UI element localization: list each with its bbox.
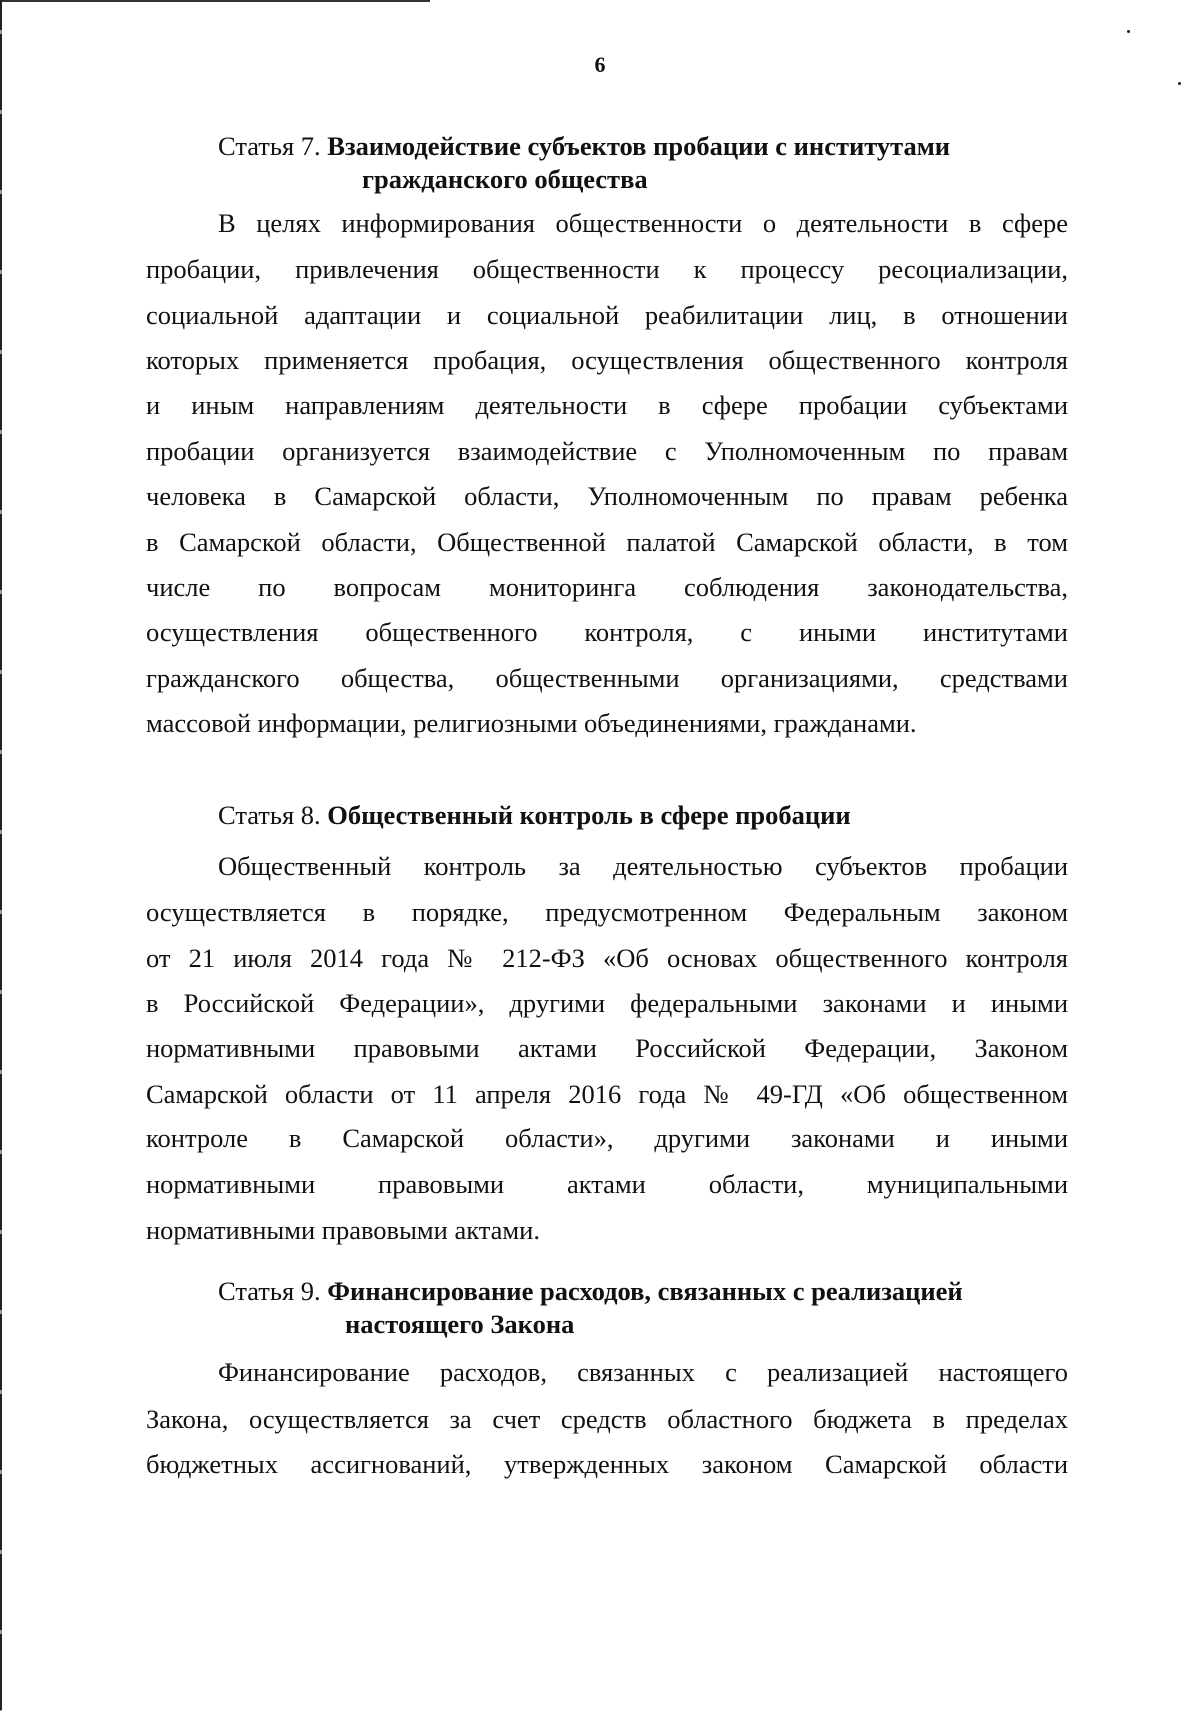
paragraph-line: осуществления общественного контроля, с иными институтами xyxy=(146,617,1068,647)
paragraph-line: Самарской области от 11 апреля 2016 года № 49-ГД «Об общественном xyxy=(146,1079,1068,1109)
paragraph-line: массовой информации, религиозными объединениями, гражданами. xyxy=(146,708,917,738)
paragraph-line: человека в Самарской области, Уполномоченным по правам ребенка xyxy=(146,481,1068,511)
paragraph-line: от 21 июля 2014 года № 212-ФЗ «Об основах общественного контроля xyxy=(146,943,1068,973)
paragraph-line: В целях информирования общественности о деятельности в сфере xyxy=(218,208,1068,238)
paragraph-line: осуществляется в порядке, предусмотренном Федеральным законом xyxy=(146,897,1068,927)
paragraph-line: которых применяется пробация, осуществления общественного контроля xyxy=(146,345,1068,375)
article-8-lead: Статья 8. xyxy=(218,800,321,830)
paragraph-line: бюджетных ассигнований, утвержденных законом Самарской области xyxy=(146,1449,1068,1479)
paragraph-line: пробации организуется взаимодействие с Уполномоченным по правам xyxy=(146,436,1068,466)
paragraph-line: пробации, привлечения общественности к процессу ресоциализации, xyxy=(146,254,1068,284)
article-9-title: Финансирование расходов, связанных с реализацией xyxy=(327,1276,963,1306)
article-7-title-cont: гражданского общества xyxy=(362,164,648,194)
page-number: 6 xyxy=(594,52,606,77)
paragraph-line: контроле в Самарской области», другими законами и иными xyxy=(146,1123,1068,1153)
scan-speck xyxy=(1127,30,1130,33)
article-9-lead: Статья 9. xyxy=(218,1276,321,1306)
article-7-heading xyxy=(218,130,1098,163)
paragraph-line: нормативными правовыми актами области, муниципальными xyxy=(146,1169,1068,1199)
article-9-title-cont: настоящего Закона xyxy=(345,1309,575,1339)
paragraph-line: и иным направлениям деятельности в сфере пробации субъектами xyxy=(146,390,1068,420)
paragraph-line: Финансирование расходов, связанных с реализацией настоящего xyxy=(218,1357,1068,1387)
article-8-title: Общественный контроль в сфере пробации xyxy=(327,800,851,830)
article-7-title: Взаимодействие субъектов пробации с институтами xyxy=(327,131,951,161)
paragraph-line: нормативными правовыми актами Российской Федерации, Законом xyxy=(146,1033,1068,1063)
paragraph-line: Общественный контроль за деятельностью субъектов пробации xyxy=(218,851,1068,881)
paragraph-line: гражданского общества, общественными организациями, средствами xyxy=(146,663,1068,693)
scan-edge-top xyxy=(0,0,430,2)
paragraph-line: Закона, осуществляется за счет средств областного бюджета в пределах xyxy=(146,1404,1068,1434)
article-7-lead: Статья 7. xyxy=(218,131,321,161)
scan-speck xyxy=(1178,82,1181,85)
scan-edge-left xyxy=(0,0,2,1711)
paragraph-line: числе по вопросам мониторинга соблюдения законодательства, xyxy=(146,572,1068,602)
paragraph-line: социальной адаптации и социальной реабилитации лиц, в отношении xyxy=(146,300,1068,330)
paragraph-line: в Самарской области, Общественной палатой Самарской области, в том xyxy=(146,527,1068,557)
article-8-heading xyxy=(218,799,1098,832)
article-9-heading xyxy=(218,1275,1098,1308)
paragraph-line: в Российской Федерации», другими федеральными законами и иными xyxy=(146,988,1068,1018)
paragraph-line: нормативными правовыми актами. xyxy=(146,1215,540,1245)
